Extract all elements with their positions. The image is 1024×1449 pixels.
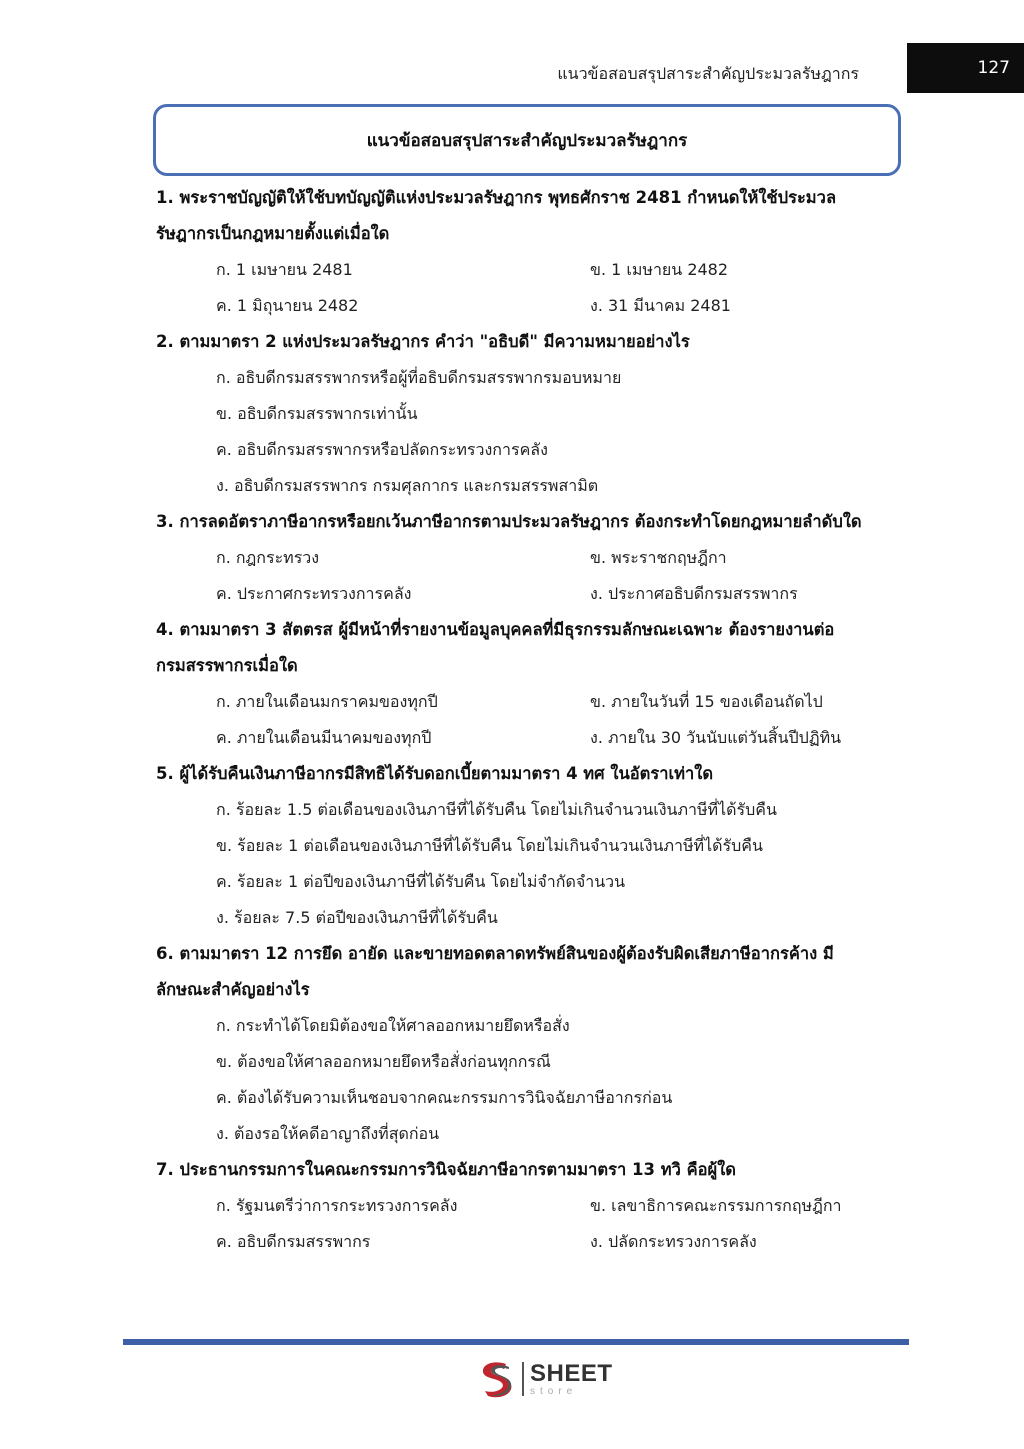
option: ค. ประกาศกระทรวงการคลัง	[216, 584, 412, 603]
option: ก. กระทำได้โดยมิต้องขอให้ศาลออกหมายยึดหรือสั่ง	[216, 1016, 570, 1035]
footer-divider	[123, 1339, 909, 1345]
option: ง. อธิบดีกรมสรรพากร กรมศุลกากร และกรมสรรพสามิต	[216, 476, 599, 495]
page-number: 127	[977, 58, 1010, 78]
option: ง. ปลัดกระทรวงการคลัง	[590, 1232, 757, 1251]
option: ค. 1 มิถุนายน 2482	[216, 296, 359, 315]
option: ง. ต้องรอให้คดีอาญาถึงที่สุดก่อน	[216, 1124, 440, 1143]
logo-word: SHEET	[530, 1359, 613, 1387]
option: ก. ร้อยละ 1.5 ต่อเดือนของเงินภาษีที่ได้รับคืน โดยไม่เกินจำนวนเงินภาษีที่ได้รับคืน	[216, 800, 777, 819]
option: ก. อธิบดีกรมสรรพากรหรือผู้ที่อธิบดีกรมสรรพากรมอบหมาย	[216, 368, 622, 387]
question-6	[156, 936, 916, 1152]
option: ค. ร้อยละ 1 ต่อปีของเงินภาษีที่ได้รับคืน โดยไม่จำกัดจำนวน	[216, 872, 626, 891]
option: ข. ต้องขอให้ศาลออกหมายยึดหรือสั่งก่อนทุกกรณี	[216, 1052, 551, 1071]
question-text: 6. ตามมาตรา 12 การยึด อายัด และขายทอดตลาดทรัพย์สินของผู้ต้องรับผิดเสียภาษีอากรค้าง มี	[156, 944, 834, 963]
logo-separator	[522, 1362, 524, 1396]
option: ง. ประกาศอธิบดีกรมสรรพากร	[590, 584, 798, 603]
option: ค. ภายในเดือนมีนาคมของทุกปี	[216, 728, 432, 747]
logo-text	[530, 1359, 613, 1397]
question-text: 5. ผู้ได้รับคืนเงินภาษีอากรมีสิทธิได้รับดอกเบี้ยตามมาตรา 4 ทศ ในอัตราเท่าใด	[156, 764, 714, 783]
option: ค. ต้องได้รับความเห็นชอบจากคณะกรรมการวินิจฉัยภาษีอากรก่อน	[216, 1088, 673, 1107]
question-text: 4. ตามมาตรา 3 สัตตรส ผู้มีหน้าที่รายงานข้อมูลบุคคลที่มีธุรกรรมลักษณะเฉพาะ ต้องรายงานต่อ	[156, 620, 835, 639]
option: ง. 31 มีนาคม 2481	[590, 296, 731, 315]
logo-sub: store	[530, 1385, 578, 1397]
question-text: 7. ประธานกรรมการในคณะกรรมการวินิจฉัยภาษีอากรตามมาตรา 13 ทวิ คือผู้ใด	[156, 1160, 736, 1179]
header-title: แนวข้อสอบสรุปสาระสำคัญประมวลรัษฎากร	[557, 64, 859, 83]
question-text: 1. พระราชบัญญัติให้ใช้บทบัญญัติแห่งประมวลรัษฎากร พุทธศักราช 2481 กำหนดให้ใช้ประมวล	[156, 188, 837, 207]
option: ก. 1 เมษายน 2481	[216, 260, 353, 279]
title-box	[153, 104, 901, 176]
question-4	[156, 612, 916, 756]
option: ก. กฎกระทรวง	[216, 548, 320, 567]
option: ข. ภายในวันที่ 15 ของเดือนถัดไป	[590, 692, 823, 711]
option: ข. 1 เมษายน 2482	[590, 260, 729, 279]
question-7	[156, 1152, 916, 1260]
option: ก. รัฐมนตรีว่าการกระทรวงการคลัง	[216, 1196, 458, 1215]
option: ข. ร้อยละ 1 ต่อเดือนของเงินภาษีที่ได้รับคืน โดยไม่เกินจำนวนเงินภาษีที่ได้รับคืน	[216, 836, 763, 855]
question-3	[156, 504, 916, 612]
option: ข. เลขาธิการคณะกรรมการกฤษฎีกา	[590, 1196, 842, 1215]
sheet-s-logo-icon	[476, 1358, 518, 1400]
option: ง. ภายใน 30 วันนับแต่วันสิ้นปีปฏิทิน	[590, 728, 842, 747]
question-text: รัษฎากรเป็นกฎหมายตั้งแต่เมื่อใด	[156, 224, 390, 243]
question-1	[156, 180, 916, 324]
page-number-box	[907, 43, 1024, 93]
option: ค. อธิบดีกรมสรรพากร	[216, 1232, 371, 1251]
option: ง. ร้อยละ 7.5 ต่อปีของเงินภาษีที่ได้รับคืน	[216, 908, 498, 927]
question-text: 2. ตามมาตรา 2 แห่งประมวลรัษฎากร คำว่า "อธิบดี" มีความหมายอย่างไร	[156, 332, 690, 351]
option: ข. พระราชกฤษฎีกา	[590, 548, 727, 567]
question-5	[156, 756, 916, 936]
question-list	[156, 180, 916, 1260]
option: ก. ภายในเดือนมกราคมของทุกปี	[216, 692, 438, 711]
option: ข. อธิบดีกรมสรรพากรเท่านั้น	[216, 404, 418, 423]
question-2	[156, 324, 916, 504]
question-text: 3. การลดอัตราภาษีอากรหรือยกเว้นภาษีอากรตามประมวลรัษฎากร ต้องกระทำโดยกฎหมายลำดับใด	[156, 512, 862, 531]
option: ค. อธิบดีกรมสรรพากรหรือปลัดกระทรวงการคลัง	[216, 440, 548, 459]
question-text: กรมสรรพากรเมื่อใด	[156, 656, 298, 675]
sheet-store-logo	[476, 1356, 613, 1402]
question-text: ลักษณะสำคัญอย่างไร	[156, 980, 310, 999]
title-text: แนวข้อสอบสรุปสาระสำคัญประมวลรัษฎากร	[366, 130, 688, 151]
